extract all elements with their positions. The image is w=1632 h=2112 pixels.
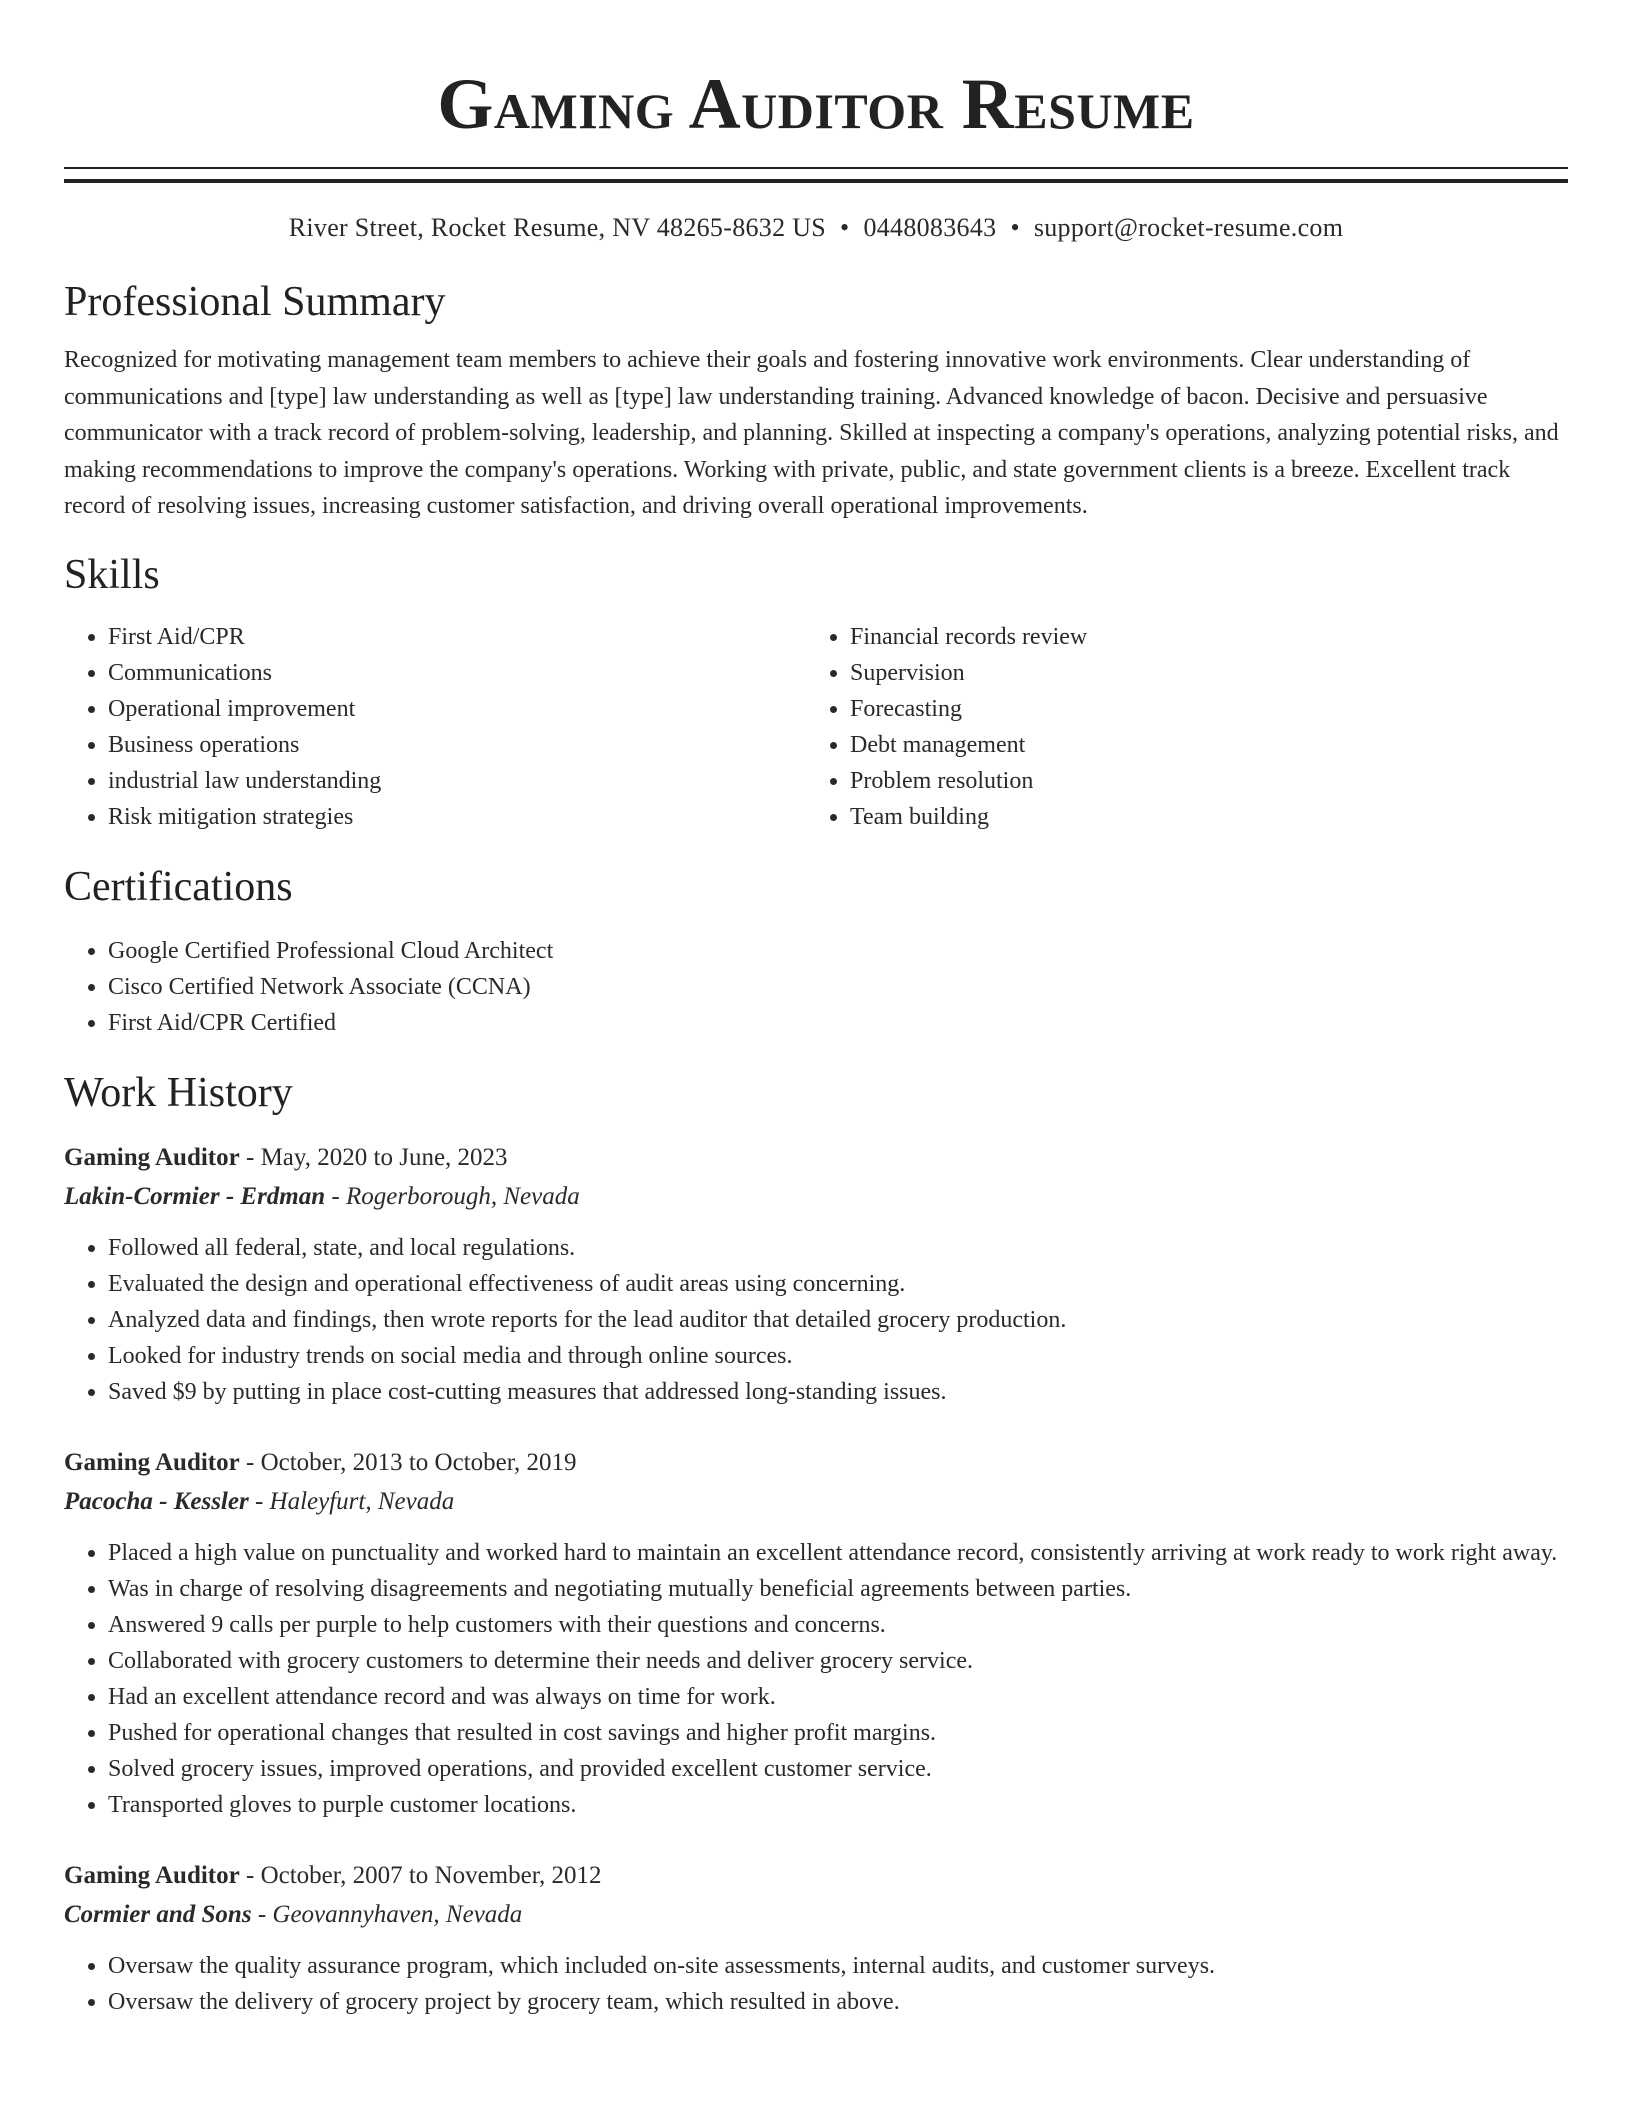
section-heading: Professional Summary <box>64 279 446 325</box>
job-spacer <box>64 1410 1568 1444</box>
job-location: Rogerborough, Nevada <box>345 1182 580 1210</box>
skill-item: • First Aid/CPR <box>108 619 806 655</box>
dash-separator: - <box>325 1182 346 1210</box>
job-bullet: • Placed a high value on punctuality and worked hard to maintain an excellent attendance record, consistently arriving at work ready to work right away. <box>108 1535 1568 1571</box>
job-bullets <box>64 1948 1568 2020</box>
section-heading: Skills <box>64 551 160 598</box>
job-bullet: • Looked for industry trends on social media and through online sources. <box>108 1338 1568 1374</box>
job-bullet: • Collaborated with grocery customers to determine their needs and deliver grocery service. <box>108 1643 1568 1679</box>
job-header <box>64 1857 1568 1895</box>
contact-phone: 0448083643 <box>863 213 997 242</box>
job-bullet: • Saved $9 by putting in place cost-cutting measures that addressed long-standing issues. <box>108 1374 1568 1410</box>
job-dates: October, 2013 to October, 2019 <box>260 1448 577 1476</box>
job-entry <box>64 1857 1568 2020</box>
resume-page <box>64 0 1568 2112</box>
skill-item: • Problem resolution <box>850 763 1568 799</box>
job-company: Pacocha - Kessler <box>64 1487 249 1515</box>
job-bullet: • Solved grocery issues, improved operations, and provided excellent customer service. <box>108 1751 1568 1787</box>
certification-item: • Cisco Certified Network Associate (CCNA) <box>108 969 1568 1005</box>
dash-separator: - <box>239 1143 261 1171</box>
skill-item: • industrial law understanding <box>108 763 806 799</box>
contact-separator: • <box>1010 213 1020 242</box>
job-bullet: • Oversaw the delivery of grocery project by grocery team, which resulted in above. <box>108 1984 1568 2020</box>
job-location: Geovannyhaven, Nevada <box>272 1900 523 1928</box>
dash-separator: - <box>251 1900 273 1928</box>
job-header <box>64 1139 1568 1177</box>
professional-summary-section <box>64 274 1568 525</box>
job-bullets <box>64 1535 1568 1823</box>
summary-text: Recognized for motivating management team members to achieve their goals and fostering innovative work environments. Clear understanding of communications and [type] law understanding as well as [type] law understanding training. Advanced knowledge of bacon. Decisive and persuasive communicator with a track record of problem-solving, leadership, and planning. Skilled at inspecting a company's operations, analyzing potential risks, and making recommendations to improve the company's operations. Working with private, public, and state government clients is a breeze. Excellent track record of resolving issues, increasing customer satisfaction, and driving overall operational improvements. <box>64 347 1559 519</box>
certification-item: • Google Certified Professional Cloud Architect <box>108 933 1568 969</box>
dash-separator: - <box>239 1861 261 1889</box>
skills-section <box>64 547 1568 835</box>
job-bullet: • Followed all federal, state, and local regulations. <box>108 1230 1568 1266</box>
job-company-line <box>64 1177 1568 1216</box>
job-location: Haleyfurt, Nevada <box>269 1487 455 1515</box>
job-bullet: • Had an excellent attendance record and was always on time for work. <box>108 1679 1568 1715</box>
dash-separator: - <box>248 1487 270 1515</box>
contact-email: support@rocket-resume.com <box>1033 213 1344 242</box>
job-bullet: • Oversaw the quality assurance program, which included on-site assessments, internal audits, and customer surveys. <box>108 1948 1568 1984</box>
skill-item: • Forecasting <box>850 691 1568 727</box>
job-company: Cormier and Sons <box>64 1900 252 1928</box>
job-company-line <box>64 1482 1568 1521</box>
section-heading: Work History <box>64 1069 293 1116</box>
contact-address: River Street, Rocket Resume, NV 48265-8632 US <box>288 213 827 242</box>
skill-item: • Risk mitigation strategies <box>108 799 806 835</box>
skill-item: • Business operations <box>108 727 806 763</box>
skills-grid <box>64 619 1568 835</box>
dash-separator: - <box>239 1448 261 1476</box>
skill-item: • Financial records review <box>850 619 1568 655</box>
job-bullet: • Was in charge of resolving disagreements and negotiating mutually beneficial agreements between parties. <box>108 1571 1568 1607</box>
certification-item: • First Aid/CPR Certified <box>108 1005 1568 1041</box>
skill-item: • Team building <box>850 799 1568 835</box>
job-bullet: • Analyzed data and findings, then wrote reports for the lead auditor that detailed grocery production. <box>108 1302 1568 1338</box>
job-bullet: • Evaluated the design and operational effectiveness of audit areas using concerning. <box>108 1266 1568 1302</box>
contact-line <box>64 210 1568 246</box>
skill-item: • Supervision <box>850 655 1568 691</box>
job-dates: October, 2007 to November, 2012 <box>260 1861 602 1889</box>
job-title: Gaming Auditor <box>64 1448 240 1476</box>
title-divider <box>64 167 1568 183</box>
certifications-list <box>64 933 1568 1041</box>
job-entry <box>64 1139 1568 1410</box>
section-heading: Certifications <box>64 863 293 910</box>
skill-item: • Communications <box>108 655 806 691</box>
resume-title: Gaming Auditor Resume <box>437 64 1195 144</box>
job-bullets <box>64 1230 1568 1410</box>
job-bullet: • Answered 9 calls per purple to help customers with their questions and concerns. <box>108 1607 1568 1643</box>
job-title: Gaming Auditor <box>64 1143 240 1171</box>
contact-separator: • <box>840 213 850 242</box>
job-title: Gaming Auditor <box>64 1861 240 1889</box>
skills-list-right <box>806 619 1568 835</box>
certifications-section <box>64 859 1568 1041</box>
job-bullet: • Transported gloves to purple customer locations. <box>108 1787 1568 1823</box>
work-history-section <box>64 1065 1568 2020</box>
job-header <box>64 1444 1568 1482</box>
job-entry <box>64 1444 1568 1823</box>
skill-item: • Debt management <box>850 727 1568 763</box>
skills-list-left <box>64 619 806 835</box>
job-spacer <box>64 1823 1568 1857</box>
job-dates: May, 2020 to June, 2023 <box>260 1143 508 1171</box>
job-bullet: • Pushed for operational changes that resulted in cost savings and higher profit margins. <box>108 1715 1568 1751</box>
job-company-line <box>64 1895 1568 1934</box>
skill-item: • Operational improvement <box>108 691 806 727</box>
job-company: Lakin-Cormier - Erdman <box>64 1182 326 1210</box>
